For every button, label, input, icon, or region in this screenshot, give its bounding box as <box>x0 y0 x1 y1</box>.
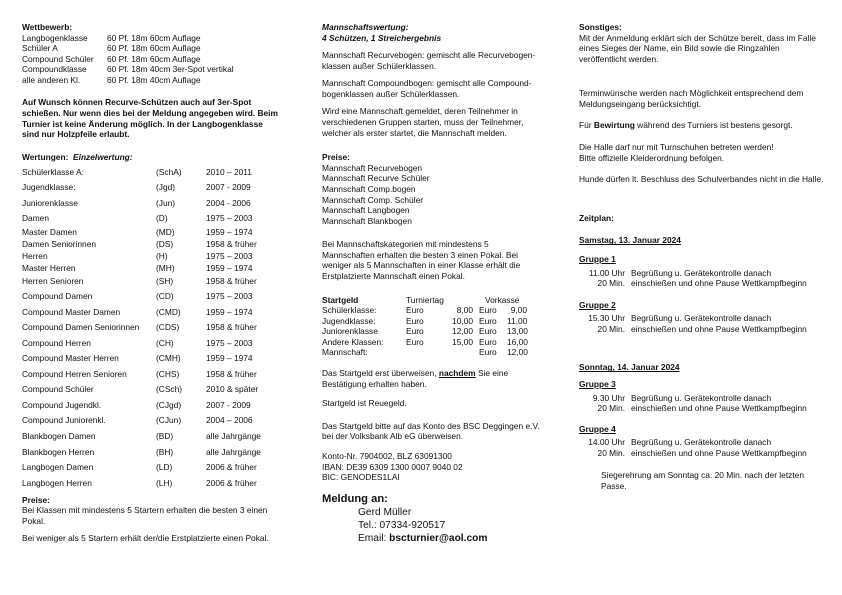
bic: BIC: GENODES1LAI <box>322 472 400 483</box>
meldung-heading: Meldung an: <box>322 492 388 505</box>
rating-abbr: (SH) <box>156 276 174 287</box>
schedule-row <box>579 268 829 279</box>
schedule-desc: einschießen und ohne Pause Wettkampfbeginn <box>631 278 807 289</box>
startgeld-currency <box>406 347 434 358</box>
rating-years: 2004 – 2006 <box>206 415 253 426</box>
startgeld-currency: Euro <box>479 326 497 337</box>
competition-class: Schüler A <box>22 43 58 54</box>
rating-class: Compound Master Damen <box>22 306 121 317</box>
schedule-time: 20 Min. <box>597 447 625 458</box>
rating-abbr: (SchA) <box>156 166 182 177</box>
startgeld-currency: Euro <box>479 305 497 316</box>
rating-class: Herren <box>22 251 48 262</box>
payment-note-emphasis: nachdem <box>438 368 476 379</box>
rating-row <box>22 263 280 275</box>
schedule-row <box>579 278 829 289</box>
bewirtung-post: während des Turniers ist bestens gesorgt. <box>637 120 793 131</box>
payment-note-pre: Das Startgeld erst überweisen, <box>322 368 437 379</box>
startgeld-fee-vorkasse: 11,00 <box>507 315 528 326</box>
rating-row <box>22 366 280 382</box>
schedule-row <box>579 393 829 404</box>
rating-row <box>22 444 280 460</box>
competition-class: alle anderen Kl. <box>22 74 81 85</box>
startgeld-fee-turniertag: 12,00 <box>452 326 473 337</box>
competition-row <box>22 64 280 75</box>
rating-years: 2004 - 2006 <box>206 197 251 208</box>
contact-name: Gerd Müller <box>358 506 412 518</box>
rating-years: 1958 & früher <box>206 276 257 287</box>
schedule-time: 14.00 Uhr <box>588 437 625 448</box>
startgeld-fee-turniertag: 15,00 <box>452 336 473 347</box>
rating-abbr: (BD) <box>156 430 174 441</box>
list-item: Mannschaft Langbogen <box>322 205 410 216</box>
startgeld-currency: Euro <box>479 315 497 326</box>
schedule-row <box>579 313 829 324</box>
list-item: Mannschaft Recurvebogen <box>322 162 423 173</box>
rating-years: 1975 – 2003 <box>206 337 253 348</box>
schedule-time: 15.30 Uhr <box>588 313 625 324</box>
rating-row <box>22 413 280 429</box>
rating-class: Blankbogen Damen <box>22 430 96 441</box>
table-row <box>322 337 540 348</box>
competition-class: Langbogenklasse <box>22 32 88 43</box>
rating-row <box>22 397 280 413</box>
group-1-heading: Gruppe 1 <box>579 253 616 264</box>
startgeld-fee-vorkasse: 9,00 <box>510 305 527 316</box>
hunde-text: Hunde dürfen lt. Beschluss des Schulverbandes nicht in die Halle. <box>579 174 824 185</box>
rating-years: 1958 & früher <box>206 239 257 250</box>
recurve-notice: Auf Wunsch können Recurve-Schützen auch auf 3er-Spot schießen. Nur wenn dies bei der Meldung angegeben wird. Beim Turnier ist keine Änderung möglich. In der Langbogenklasse sind nur Holzpfeile erlaubt. <box>22 97 278 140</box>
rating-abbr: (D) <box>156 213 168 224</box>
email-label: Email: <box>358 533 387 545</box>
schedule-desc: Begrüßung u. Gerätekontrolle danach <box>631 313 772 324</box>
sonstiges-heading: Sonstiges: <box>579 22 622 32</box>
startgeld-currency: Euro <box>406 315 424 326</box>
sonstiges-publish-text: Mit der Anmeldung erklärt sich der Schütze bereit, dass im Falle eines Sieges der Name, ein Bild sowie die Ringzahlen veröffentlicht werden. <box>579 32 816 64</box>
rating-years: 2006 & früher <box>206 477 257 488</box>
competition-desc: 60 Pf. 18m 40cm Auflage <box>107 74 201 85</box>
schedule-desc: Begrüßung u. Gerätekontrolle danach <box>631 392 772 403</box>
group-2-schedule <box>579 313 829 334</box>
saturday-heading: Samstag, 13. Januar 2024 <box>579 235 681 246</box>
bewirtung-pre: Für <box>579 120 592 131</box>
rating-row <box>22 251 280 263</box>
startgeld-fee-vorkasse: 12,00 <box>507 347 528 358</box>
rating-row <box>22 239 280 251</box>
rating-class: Blankbogen Herren <box>22 446 95 457</box>
team-preise-list <box>322 163 540 226</box>
rating-years: alle Jahrgänge <box>206 446 261 457</box>
rating-class: Langbogen Damen <box>22 462 94 473</box>
schedule-desc: einschießen und ohne Pause Wettkampfbeginn <box>631 323 807 334</box>
preise-heading: Preise: <box>22 494 50 505</box>
competition-class: Compoundklasse <box>22 64 87 75</box>
rating-abbr: (CMH) <box>156 353 181 364</box>
rating-years: 1959 – 1974 <box>206 227 253 238</box>
rating-abbr: (CJun) <box>156 415 182 426</box>
rating-row <box>22 351 280 367</box>
startgeld-class: Andere Klassen: <box>322 336 384 347</box>
wertungen-label: Wertungen: <box>22 151 69 162</box>
startgeld-fee-turniertag: 8,00 <box>456 305 473 316</box>
terminwuensche-text: Terminwünsche werden nach Möglichkeit entsprechend dem Meldungseingang berücksichtigt. <box>579 88 804 109</box>
rating-years: 2010 & später <box>206 384 259 395</box>
rating-class: Compound Master Herren <box>22 353 119 364</box>
rating-row <box>22 335 280 351</box>
rating-row <box>22 211 280 227</box>
rating-class: Compound Herren <box>22 337 91 348</box>
rating-row <box>22 475 280 491</box>
rating-years: 1958 & früher <box>206 322 257 333</box>
rating-row <box>22 428 280 444</box>
group-4-heading: Gruppe 4 <box>579 423 616 434</box>
schedule-desc: Begrüßung u. Gerätekontrolle danach <box>631 267 772 278</box>
team-compound-text: Mannschaft Compoundbogen: gemischt alle Compound-bogenklassen außer Schülerklassen. <box>322 78 532 99</box>
schedule-desc: einschießen und ohne Pause Wettkampfbeginn <box>631 403 807 414</box>
rating-abbr: (CMD) <box>156 306 181 317</box>
rating-years: 2010 – 2011 <box>206 166 252 177</box>
startgeld-col-vorkasse: Vorkasse <box>485 294 520 305</box>
rating-class: Compound Damen Seniorinnen <box>22 322 140 333</box>
rating-row <box>22 164 280 180</box>
konto-number: Konto-Nr. 7904002, BLZ 63091300 <box>322 450 452 461</box>
rating-years: 1958 & früher <box>206 368 257 379</box>
list-item: Mannschaft Recurve Schüler <box>322 173 430 184</box>
wertungen-heading <box>22 152 280 163</box>
middle-column <box>322 22 540 546</box>
schedule-row <box>579 437 829 448</box>
rating-years: 1959 – 1974 <box>206 306 253 317</box>
competition-desc: 60 Pf. 18m 60cm Auflage <box>107 43 201 54</box>
team-groups-text: Wird eine Mannschaft gemeldet, deren Teilnehmer in verschiedenen Gruppen starten, muss der Teilnehmer, welcher als erster startet, die Mannschaft melden. <box>322 106 524 138</box>
rating-class: Compound Jugendkl. <box>22 399 102 410</box>
competition-row <box>22 33 280 44</box>
rating-abbr: (MD) <box>156 227 175 238</box>
right-column <box>579 22 829 492</box>
startgeld-currency: Euro <box>406 336 424 347</box>
startgeld-currency: Euro <box>406 326 424 337</box>
rating-class: Damen <box>22 213 49 224</box>
schedule-row <box>579 448 829 459</box>
rating-abbr: (Jgd) <box>156 182 176 193</box>
rating-abbr: (CHS) <box>156 368 180 379</box>
schedule-time: 11.00 Uhr <box>588 267 625 278</box>
rating-years: 1975 – 2003 <box>206 213 253 224</box>
payment-note-post: Sie eine Bestätigung erhalten haben. <box>322 368 509 389</box>
table-row <box>322 326 540 337</box>
rating-row <box>22 289 280 305</box>
schedule-row <box>579 324 829 335</box>
startgeld-class: Jugendklasse: <box>322 315 376 326</box>
schedule-time: 20 Min. <box>597 323 625 334</box>
rating-class: Compound Herren Senioren <box>22 368 127 379</box>
bewirtung-text <box>579 120 829 131</box>
contact-email <box>322 532 540 545</box>
list-item: Mannschaft Comp.bogen <box>322 183 416 194</box>
rating-row <box>22 320 280 336</box>
contact-phone: Tel.: 07334-920517 <box>358 520 446 532</box>
startgeld-class: Juniorenklasse <box>322 326 378 337</box>
startgeld-fee-vorkasse: 13,00 <box>507 326 528 337</box>
ratings-table <box>22 164 280 490</box>
competition-desc: 60 Pf. 18m 40cm 3er-Spot vertikal <box>107 64 234 75</box>
rating-abbr: (H) <box>156 251 168 262</box>
team-subheading: 4 Schützen, 1 Streichergebnis <box>322 32 442 43</box>
rating-abbr: (CD) <box>156 291 174 302</box>
rating-abbr: (LH) <box>156 477 173 488</box>
rating-row <box>22 275 280 289</box>
rating-years: 2006 & früher <box>206 462 257 473</box>
rating-abbr: (CH) <box>156 337 174 348</box>
rating-abbr: (CSch) <box>156 384 183 395</box>
startgeld-table <box>322 295 540 358</box>
rating-abbr: (CDS) <box>156 322 180 333</box>
group-3-heading: Gruppe 3 <box>579 378 616 389</box>
rating-years: 1975 – 2003 <box>206 291 253 302</box>
team-heading: Mannschaftswertung: <box>322 22 409 32</box>
competition-row <box>22 54 280 65</box>
schedule-desc: Begrüßung u. Gerätekontrolle danach <box>631 437 772 448</box>
list-item: Mannschaft Comp. Schüler <box>322 194 424 205</box>
competition-row <box>22 75 280 86</box>
startgeld-class: Schülerklasse: <box>322 305 377 316</box>
rating-years: 2007 - 2009 <box>206 182 251 193</box>
email-address: bscturnier@aol.com <box>389 533 488 545</box>
startgeld-fee-turniertag: 10,00 <box>452 315 473 326</box>
rating-row <box>22 304 280 320</box>
startgeld-col-turniertag: Turniertag <box>406 294 444 305</box>
group-4-schedule <box>579 437 829 458</box>
payment-note <box>322 368 540 389</box>
rating-row <box>22 460 280 476</box>
startgeld-fee-vorkasse: 16,00 <box>507 336 528 347</box>
startgeld-currency: Euro <box>406 305 424 316</box>
rating-row <box>22 227 280 239</box>
einzelwertung-label: Einzelwertung: <box>73 151 133 162</box>
rating-row <box>22 195 280 211</box>
rating-class: Schülerklasse A: <box>22 166 84 177</box>
table-row <box>322 347 540 358</box>
preise-text-2: Bei weniger als 5 Startern erhält der/die Erstplatzierte einen Pokal. <box>22 533 269 544</box>
competition-row <box>22 43 280 54</box>
team-preise-heading: Preise: <box>322 152 350 163</box>
rating-class: Jugendklasse: <box>22 182 76 193</box>
rating-class: Juniorenklasse <box>22 197 78 208</box>
schedule-time: 20 Min. <box>597 278 625 289</box>
startgeld-header <box>322 295 540 306</box>
zeitplan-heading: Zeitplan: <box>579 212 614 223</box>
rating-abbr: (MH) <box>156 263 175 274</box>
rating-class: Langbogen Herren <box>22 477 92 488</box>
team-recurve-text: Mannschaft Recurvebogen: gemischt alle Recurvebogen-klassen außer Schülerklassen. <box>322 50 536 71</box>
rating-class: Damen Seniorinnen <box>22 239 97 250</box>
halle-text-1: Die Halle darf nur mit Turnschuhen betreten werden! <box>579 142 774 153</box>
rating-class: Herren Senioren <box>22 276 84 287</box>
rating-years: 1959 – 1974 <box>206 353 253 364</box>
group-3-schedule <box>579 393 829 414</box>
rating-abbr: (DS) <box>156 239 174 250</box>
bewirtung-emphasis: Bewirtung <box>593 120 635 131</box>
wettbewerb-heading: Wettbewerb: <box>22 22 73 32</box>
startgeld-currency: Euro <box>479 347 497 358</box>
startgeld-currency: Euro <box>479 336 497 347</box>
startgeld-fee-turniertag <box>434 347 479 358</box>
startgeld-heading: Startgeld <box>322 294 359 305</box>
rating-class: Master Herren <box>22 263 76 274</box>
bank-text-2: bei der Volksbank Alb eG überweisen. <box>322 431 464 442</box>
group-2-heading: Gruppe 2 <box>579 299 616 310</box>
team-preise-note: Bei Mannschaftskategorien mit mindestens 5 Mannschaften erhalten die besten 3 einen Pokal. Bei weniger als 5 Mannschaften in einer Klasse erhält die Erstplatzierte Mannschaft einen Pokal. <box>322 239 521 281</box>
rating-row <box>22 382 280 398</box>
sunday-heading: Sonntag, 14. Januar 2024 <box>579 362 680 373</box>
competition-desc: 60 Pf. 18m 60cm Auflage <box>107 32 201 43</box>
rating-abbr: (BH) <box>156 446 174 457</box>
iban: IBAN: DE39 6309 1300 0007 9040 02 <box>322 461 463 472</box>
list-item: Mannschaft Blankbogen <box>322 215 412 226</box>
table-row <box>322 305 540 316</box>
rating-years: alle Jahrgänge <box>206 430 261 441</box>
rating-class: Compound Juniorenkl. <box>22 415 106 426</box>
reuegeld-note: Startgeld ist Reuegeld. <box>322 398 407 409</box>
table-row <box>322 316 540 327</box>
bank-text-1: Das Startgeld bitte auf das Konto des BSC Deggingen e.V. <box>322 420 540 431</box>
startgeld-class: Mannschaft: <box>322 347 368 358</box>
schedule-desc: einschießen und ohne Pause Wettkampfbeginn <box>631 447 807 458</box>
rating-years: 1959 – 1974 <box>206 263 253 274</box>
competition-desc: 60 Pf. 18m 60cm Auflage <box>107 53 201 64</box>
halle-text-2: Bitte offizielle Kleiderordnung befolgen. <box>579 152 725 163</box>
rating-row <box>22 180 280 196</box>
rating-abbr: (CJgd) <box>156 399 182 410</box>
rating-years: 2007 - 2009 <box>206 399 251 410</box>
schedule-row <box>579 403 829 414</box>
rating-class: Compound Schüler <box>22 384 94 395</box>
rating-class: Compound Damen <box>22 291 93 302</box>
rating-abbr: (LD) <box>156 462 173 473</box>
competition-list <box>22 33 280 86</box>
competition-class: Compound Schüler <box>22 53 94 64</box>
schedule-time: 20 Min. <box>597 403 625 414</box>
preise-text-1: Bei Klassen mit mindestens 5 Startern erhalten die besten 3 einen Pokal. <box>22 505 268 526</box>
schedule-time: 9.30 Uhr <box>592 392 625 403</box>
rating-class: Master Damen <box>22 227 77 238</box>
rating-abbr: (Jun) <box>156 197 176 208</box>
siegerehrung-text: Siegerehrung am Sonntag ca. 20 Min. nach der letzten Passe. <box>601 470 804 492</box>
rating-years: 1975 – 2003 <box>206 251 253 262</box>
group-1-schedule <box>579 268 829 289</box>
left-column <box>22 22 280 544</box>
